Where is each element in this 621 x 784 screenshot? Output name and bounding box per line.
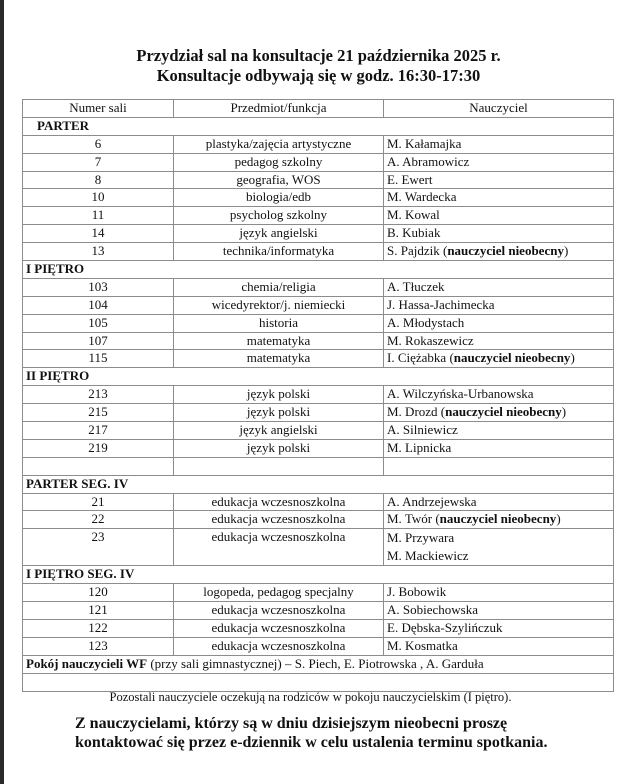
table-row — [23, 620, 614, 638]
teacher: A. Andrzejewska — [384, 493, 614, 511]
table-row — [23, 314, 614, 332]
room-number: 11 — [23, 207, 174, 225]
table-row — [23, 422, 614, 440]
room-number: 14 — [23, 225, 174, 243]
room-number: 23 — [23, 529, 174, 566]
empty-row — [23, 457, 614, 475]
teacher: A. Tłuczek — [384, 278, 614, 296]
absent-badge: nauczyciel nieobecny — [447, 243, 564, 259]
room-number: 219 — [23, 439, 174, 457]
teacher: M. Lipnicka — [384, 439, 614, 457]
subject: edukacja wczesnoszkolna — [174, 602, 384, 620]
absent-badge: nauczyciel nieobecny — [445, 404, 562, 420]
teacher: M. Kowal — [384, 207, 614, 225]
subject: matematyka — [174, 350, 384, 368]
room-number: 103 — [23, 278, 174, 296]
note-text: Pozostali nauczyciele oczekują na rodziców w pokoju nauczycielskim (I piętro). — [109, 690, 512, 704]
teacher-name-2: M. Mackiewicz — [387, 548, 469, 564]
pe-room-details: (przy sali gimnastycznej) – S. Piech, E. Piotrowska , A. Garduła — [147, 655, 484, 671]
table-row — [23, 332, 614, 350]
section-second-floor: II PIĘTRO — [23, 368, 614, 386]
teacher: A. Wilczyńska-Urbanowska — [384, 386, 614, 404]
room-assignment-table — [22, 99, 614, 692]
teacher: I. Ciężabka (nauczyciel nieobecny) — [384, 350, 614, 368]
room-number: 104 — [23, 296, 174, 314]
teacher — [384, 529, 614, 566]
room-number: 7 — [23, 153, 174, 171]
subject: wicedyrektor/j. niemiecki — [174, 296, 384, 314]
table-row — [23, 225, 614, 243]
teacher: M. Kałamajka — [384, 135, 614, 153]
pe-room-label: Pokój nauczycieli WF — [26, 655, 148, 671]
subject: edukacja wczesnoszkolna — [174, 637, 384, 655]
section-row — [23, 368, 614, 386]
subject: język polski — [174, 439, 384, 457]
header-teacher: Nauczyciel — [384, 100, 614, 118]
section-first-floor: I PIĘTRO — [23, 261, 614, 279]
subject: plastyka/zajęcia artystyczne — [174, 135, 384, 153]
teacher-name: I. Ciężabka — [387, 350, 447, 366]
subject: psycholog szkolny — [174, 207, 384, 225]
subject: edukacja wczesnoszkolna — [174, 511, 384, 529]
table-row — [23, 529, 614, 566]
teacher: J. Hassa-Jachimecka — [384, 296, 614, 314]
teacher: A. Silniewicz — [384, 422, 614, 440]
subject: matematyka — [174, 332, 384, 350]
absent-badge: nauczyciel nieobecny — [439, 511, 557, 527]
table-row — [23, 278, 614, 296]
teacher: A. Sobiechowska — [384, 602, 614, 620]
window-edge — [0, 0, 4, 784]
subject: technika/informatyka — [174, 243, 384, 261]
subject: język polski — [174, 386, 384, 404]
table-row — [23, 296, 614, 314]
teacher: A. Abramowicz — [384, 153, 614, 171]
table-row — [23, 404, 614, 422]
table-row — [23, 135, 614, 153]
room-number: 107 — [23, 332, 174, 350]
subject: biologia/edb — [174, 189, 384, 207]
teacher: B. Kubiak — [384, 225, 614, 243]
subject: pedagog szkolny — [174, 153, 384, 171]
table-header-row — [23, 100, 614, 118]
table-row — [23, 637, 614, 655]
empty-row — [23, 673, 614, 691]
section-row — [23, 475, 614, 493]
room-number: 213 — [23, 386, 174, 404]
subject: język polski — [174, 404, 384, 422]
section-row — [23, 117, 614, 135]
room-number: 6 — [23, 135, 174, 153]
teacher: M. Kosmatka — [384, 637, 614, 655]
table-row — [23, 439, 614, 457]
table-row — [23, 189, 614, 207]
room-number: 22 — [23, 511, 174, 529]
room-number: 217 — [23, 422, 174, 440]
table-row — [23, 602, 614, 620]
table-row — [23, 243, 614, 261]
teacher: A. Młodystach — [384, 314, 614, 332]
table-row — [23, 511, 614, 529]
teacher: E. Dębska-Szylińczuk — [384, 620, 614, 638]
room-number: 121 — [23, 602, 174, 620]
room-number: 122 — [23, 620, 174, 638]
empty-cell — [384, 457, 614, 475]
pe-room-cell — [23, 655, 614, 673]
table-row — [23, 171, 614, 189]
section-ground-seg-iv: PARTER SEG. IV — [23, 475, 614, 493]
subject: edukacja wczesnoszkolna — [174, 493, 384, 511]
section-parter: PARTER — [23, 117, 614, 135]
room-number: 13 — [23, 243, 174, 261]
teacher: M. Wardecka — [384, 189, 614, 207]
teacher-name: S. Pajdzik — [387, 243, 440, 259]
table-row — [23, 584, 614, 602]
room-number: 120 — [23, 584, 174, 602]
empty-cell — [174, 457, 384, 475]
room-number: 10 — [23, 189, 174, 207]
teacher: M. Twór (nauczyciel nieobecny) — [384, 511, 614, 529]
table-row — [23, 350, 614, 368]
teacher: S. Pajdzik (nauczyciel nieobecny) — [384, 243, 614, 261]
subject: historia — [174, 314, 384, 332]
subject: chemia/religia — [174, 278, 384, 296]
teacher: M. Drozd (nauczyciel nieobecny) — [384, 404, 614, 422]
subject: geografia, WOS — [174, 171, 384, 189]
header-room: Numer sali — [23, 100, 174, 118]
absent-badge: nauczyciel nieobecny — [453, 350, 571, 366]
absent-contact-notice: Z nauczycielami, którzy są w dniu dzisiejszym nieobecni proszę kontaktować się przez e-dziennik w celu ustalenia terminu spotkania. — [75, 715, 548, 751]
section-row — [23, 566, 614, 584]
document-subtitle: Konsultacje odbywają się w godz. 16:30-17:30 — [156, 66, 481, 85]
subject: język angielski — [174, 225, 384, 243]
table-row — [23, 386, 614, 404]
subject: język angielski — [174, 422, 384, 440]
room-number: 105 — [23, 314, 174, 332]
table-row — [23, 493, 614, 511]
room-number: 215 — [23, 404, 174, 422]
teacher: M. Rokaszewicz — [384, 332, 614, 350]
teacher-name: M. Twór — [387, 511, 433, 527]
table-row — [23, 153, 614, 171]
table-row — [23, 207, 614, 225]
subject: logopeda, pedagog specjalny — [174, 584, 384, 602]
room-number: 21 — [23, 493, 174, 511]
teacher: E. Ewert — [384, 171, 614, 189]
teacher-name: M. Drozd — [387, 404, 438, 420]
room-number: 123 — [23, 637, 174, 655]
empty-cell — [23, 457, 174, 475]
teacher-name: M. Przywara — [387, 530, 455, 546]
section-row — [23, 261, 614, 279]
subject: edukacja wczesnoszkolna — [174, 529, 384, 566]
section-first-floor-seg-iv: I PIĘTRO SEG. IV — [23, 566, 614, 584]
pe-room-row — [23, 655, 614, 673]
room-number: 8 — [23, 171, 174, 189]
empty-cell — [23, 673, 614, 691]
document-title: Przydział sal na konsultacje 21 października 2025 r. — [136, 46, 501, 65]
teacher: J. Bobowik — [384, 584, 614, 602]
room-number: 115 — [23, 350, 174, 368]
header-subject: Przedmiot/funkcja — [174, 100, 384, 118]
subject: edukacja wczesnoszkolna — [174, 620, 384, 638]
